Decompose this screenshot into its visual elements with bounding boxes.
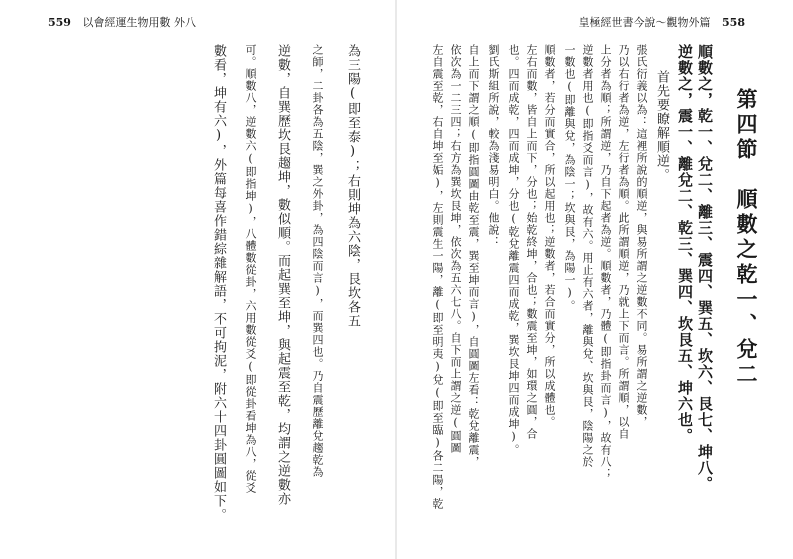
text-column: 上分者為順；所謂逆，乃自下起者為逆。順數者，乃體(即指卦而言)，故有八； — [599, 44, 612, 480]
text-column: 之師，二卦各為五陰，巽之外卦，為四陰而言)，而巽四也。乃自震歷離兌趨乾為 — [311, 44, 324, 478]
text-column: 逆數者用也(即指爻而言)，故有六。用止有六者，離與兌、坎與艮，陰陽之於 — [581, 44, 594, 468]
page-number: 558 — [722, 16, 745, 29]
text-column: 張氏衍義以為：這裡所說的順逆，與易所謂之逆數不同。易所謂之逆數， — [635, 44, 648, 428]
running-header: 皇極經世書今說～觀物外篇 — [578, 16, 711, 29]
right-page — [396, 0, 793, 559]
text-column: 首先要瞭解順逆。 — [654, 70, 669, 182]
text-column: 為三陽(即至泰)；右則坤為六陰，艮坎各五 — [345, 44, 360, 328]
text-column: 左右而數，皆自上而下，分也；始乾終坤，合也；數震至坤，如環之圓，合 — [525, 44, 538, 440]
text-column: 數看，坤有六)，外篇每喜作錯綜雜解語，不可拘泥，附六十四卦圓圖如下。 — [211, 44, 226, 522]
text-column: 左自震至乾，右自坤至姤)，左則震生一陽，離(即至明夷)兌(即至臨)各二陽，乾 — [431, 44, 444, 510]
text-column: 一數也(即離與兌，為陰一；坎與艮，為陽一)。 — [563, 44, 576, 312]
text-column: 劉氏斯組所說，較為淺易明白。他說： — [487, 44, 500, 248]
text-column: 可。順數八，逆數六(即指坤)，八體數從卦，六用數從爻(即從卦看坤為八，從爻 — [244, 44, 257, 494]
page-number: 559 — [48, 16, 71, 29]
text-column: 逆數之，震一、離兌二、乾三、巽四、坎艮五、坤六也。 — [676, 44, 694, 444]
text-column: 依次為一二三四；右方為巽坎艮坤，依次為五六七八。自下而上謂之逆(圓圖 — [449, 44, 462, 454]
text-column: 也。四而成乾，四而成坤，分也(乾兌離震四而成乾，巽坎艮坤四而成坤)。 — [507, 44, 520, 456]
left-page-header — [40, 14, 196, 30]
left-page — [0, 0, 396, 559]
right-page-header — [579, 14, 753, 30]
section-title: 第四節 順數之乾一、兌二 — [734, 88, 759, 388]
text-column: 自上而下謂之順(即指圓圖由乾至震，巽至坤而言)，自圓圖左看：乾兌離震， — [467, 44, 480, 468]
text-column: 順數者，若分而實合，所以起用也；逆數者，若合而實分，所以成體也。 — [543, 44, 556, 428]
text-column: 乃以右行者為逆，左行者為順。此所謂順逆，乃就上下而言。所謂順，以自 — [617, 44, 630, 440]
running-header: 以會經運生物用數 外八 — [82, 16, 196, 29]
text-column: 逆數，自巽歷坎艮趨坤，數似順。而起巽至坤，與起震至乾，均謂之逆數亦 — [275, 44, 290, 506]
text-column: 順數之，乾一、兌二、離三、震四、巽五、坎六、艮七、坤八。 — [696, 44, 714, 492]
